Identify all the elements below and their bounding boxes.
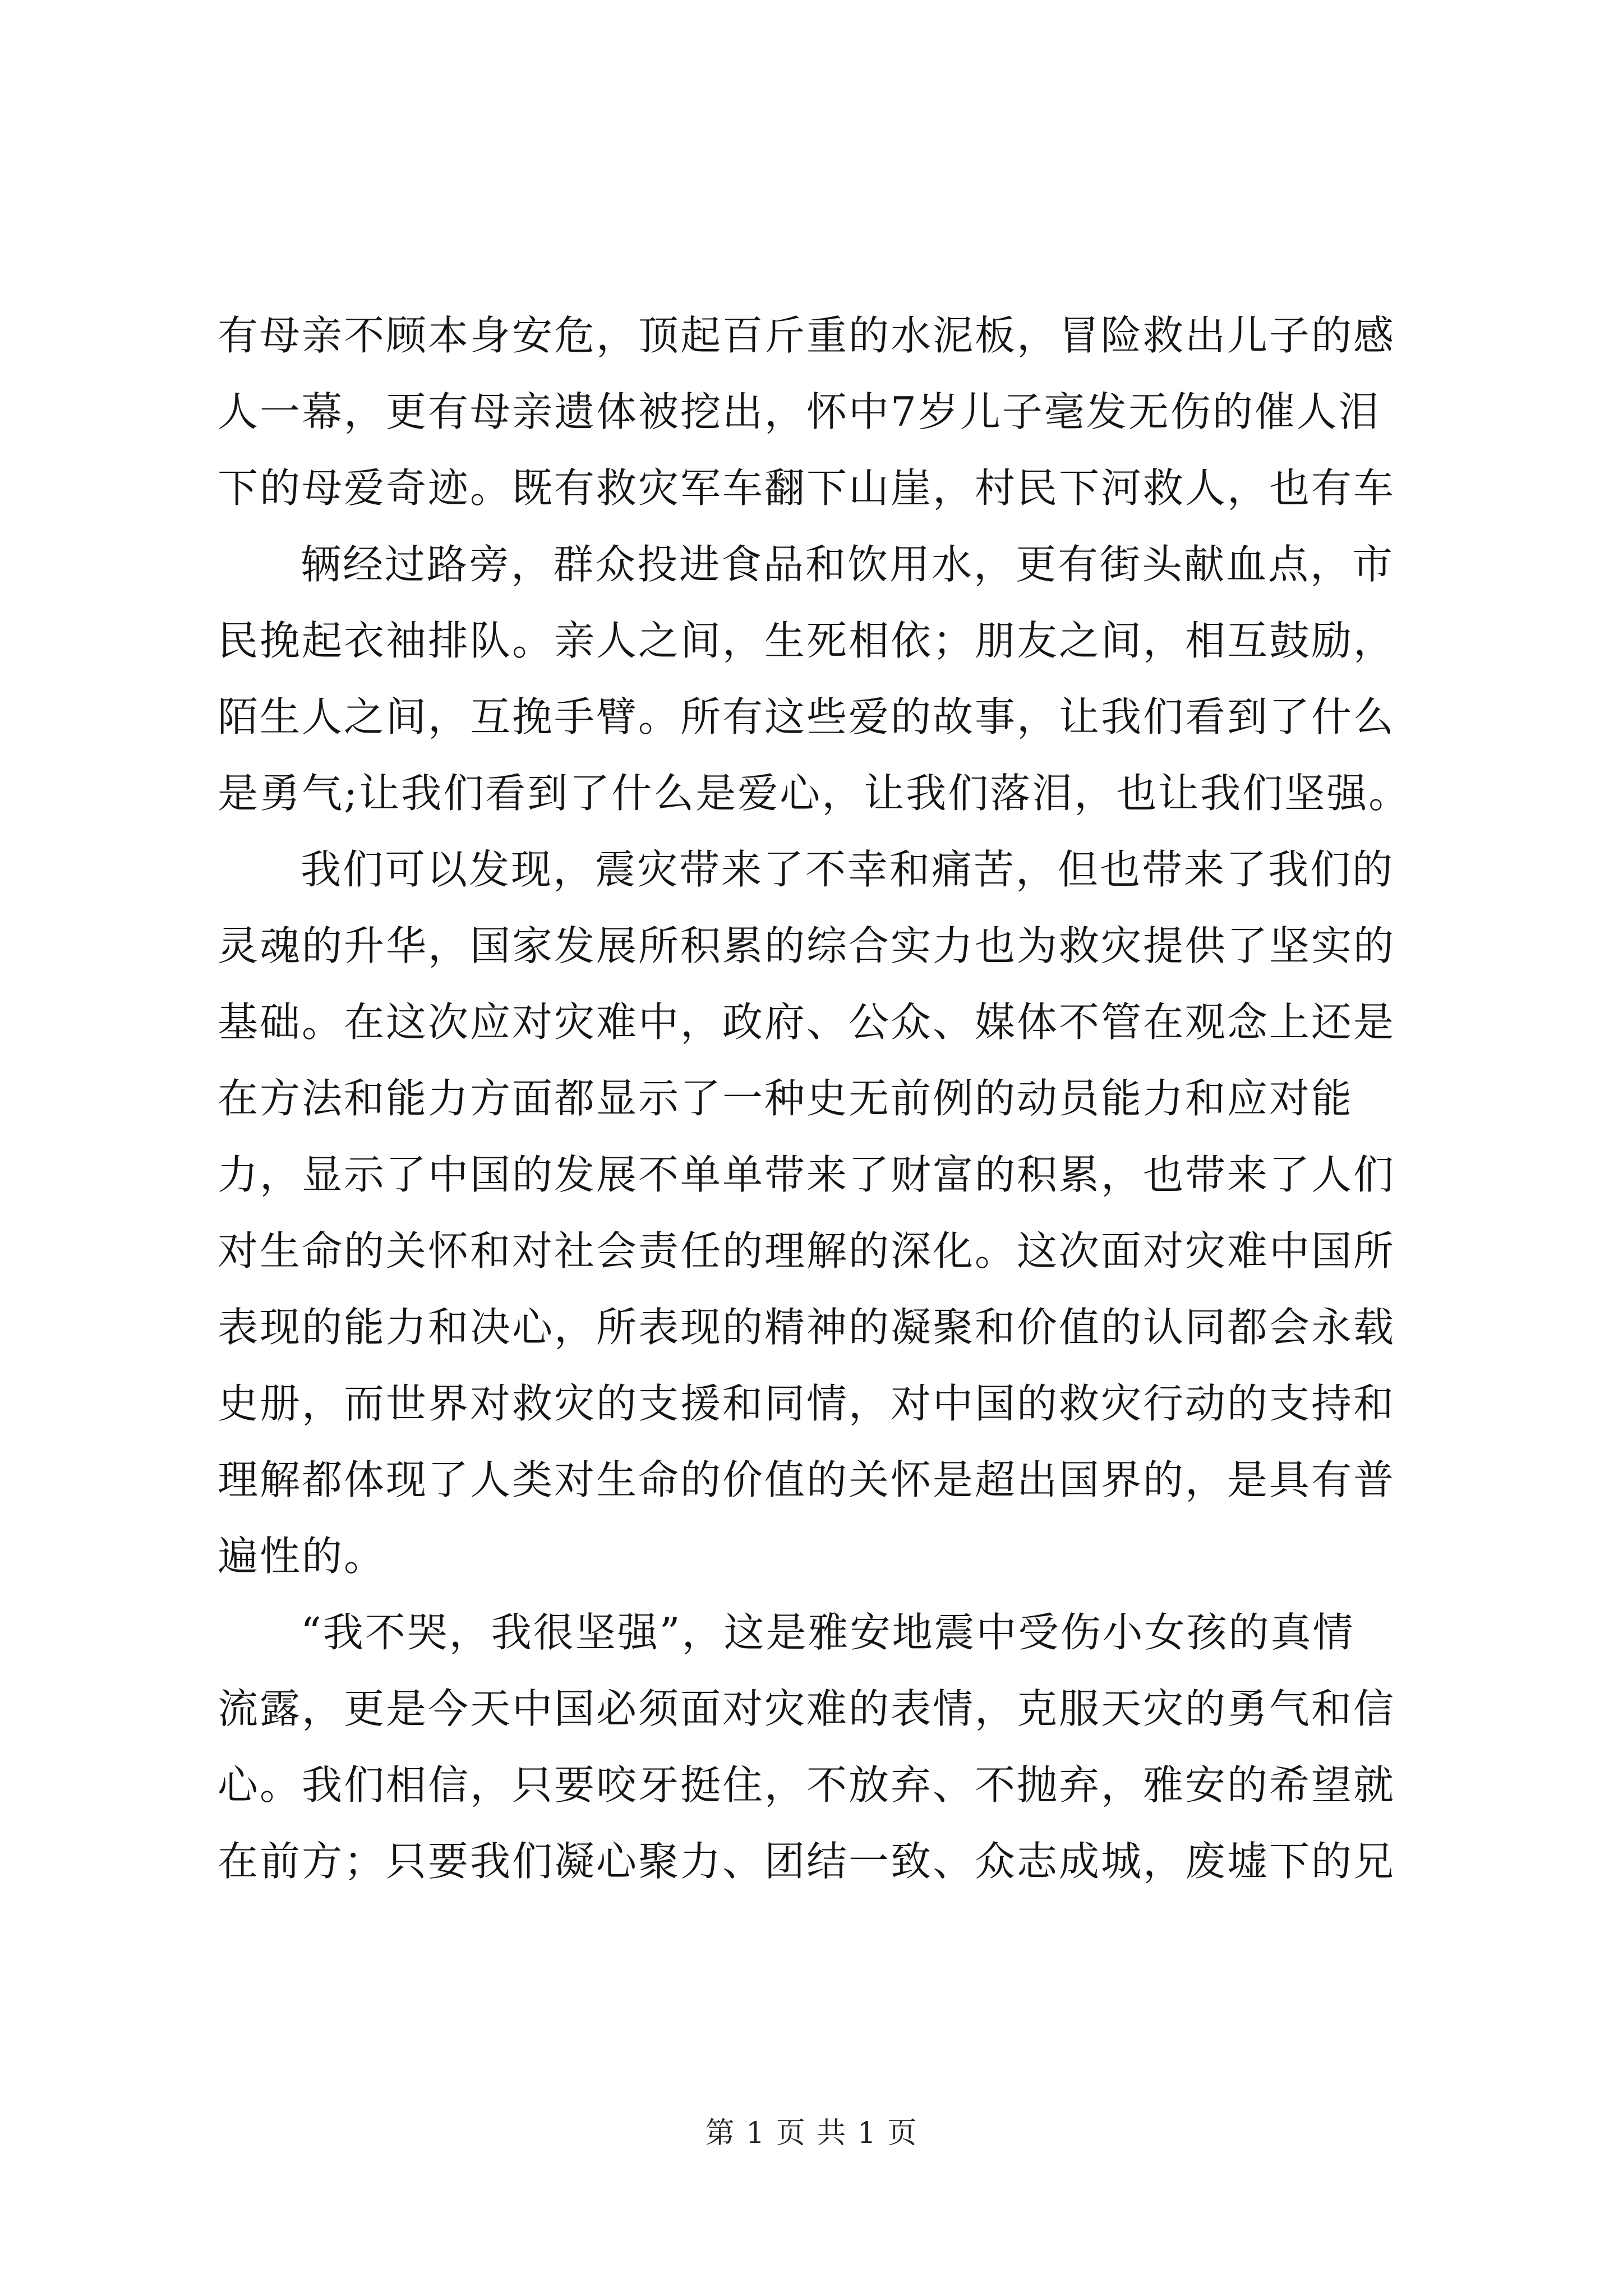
text-line: 在前方；只要我们凝心聚力、团结一致、众志成城，废墟下的兄 [218, 1838, 1396, 1885]
text-line: 有母亲不顾本身安危，顶起百斤重的水泥板，冒险救出儿子的感 [218, 312, 1396, 359]
text-line: 下的母爱奇迹。既有救灾军车翻下山崖，村民下河救人，也有车 [218, 464, 1396, 512]
text-line: 对生命的关怀和对社会责任的理解的深化。这次面对灾难中国所 [218, 1227, 1396, 1274]
text-line: 辆经过路旁，群众投进食品和饮用水，更有街头献血点，市 [301, 541, 1395, 588]
text-line: 灵魂的升华，国家发展所积累的综合实力也为救灾提供了坚实的 [218, 922, 1396, 969]
text-line: 理解都体现了人类对生命的价值的关怀是超出国界的，是具有普 [218, 1456, 1396, 1503]
text-line: 是勇气;让我们看到了什么是爱心，让我们落泪，也让我们坚强。 [218, 770, 1411, 817]
text-line: 民挽起衣袖排队。亲人之间，生死相依；朋友之间，相互鼓励， [218, 617, 1396, 664]
text-line: 力，显示了中国的发展不单单带来了财富的积累，也带来了人们 [218, 1151, 1396, 1198]
text-line: 人一幕，更有母亲遗体被挖出，怀中7岁儿子毫发无伤的催人泪 [218, 388, 1381, 435]
text-line: 心。我们相信，只要咬牙挺住，不放弃、不抛弃，雅安的希望就 [218, 1761, 1396, 1809]
text-line: “我不哭，我很坚强”，这是雅安地震中受伤小女孩的真情 [301, 1609, 1355, 1656]
document-body [218, 297, 1429, 1899]
text-line: 在方法和能力方面都显示了一种史无前例的动员能力和应对能 [218, 1075, 1354, 1122]
text-line: 陌生人之间，互挽手臂。所有这些爱的故事，让我们看到了什么 [218, 693, 1396, 740]
text-line: 我们可以发现，震灾带来了不幸和痛苦，但也带来了我们的 [301, 846, 1395, 893]
page-footer: 第 1 页 共 1 页 [705, 2116, 918, 2150]
text-line: 遍性的。 [218, 1533, 386, 1580]
text-line: 流露，更是今天中国必须面对灾难的表情，克服天灾的勇气和信 [218, 1685, 1396, 1732]
text-line: 基础。在这次应对灾难中，政府、公众、媒体不管在观念上还是 [218, 999, 1396, 1046]
text-line: 表现的能力和决心，所表现的精神的凝聚和价值的认同都会永载 [218, 1304, 1396, 1351]
text-line: 史册，而世界对救灾的支援和同情，对中国的救灾行动的支持和 [218, 1380, 1396, 1427]
